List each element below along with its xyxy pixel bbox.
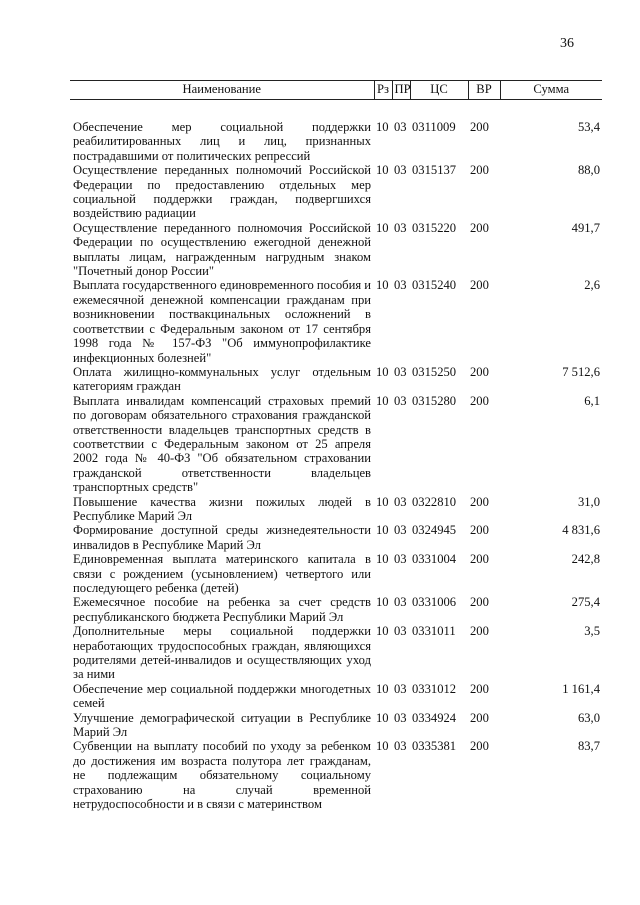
header-name: Наименование xyxy=(70,81,374,100)
row-vr: 200 xyxy=(470,163,489,178)
row-pr: 03 xyxy=(394,624,407,639)
row-rz: 10 xyxy=(376,552,389,567)
header-pr: ПР xyxy=(392,81,410,100)
row-name: Формирование доступной среды жизнедеятельности инвалидов в Республике Марий Эл xyxy=(73,523,371,552)
row-cs: 0331004 xyxy=(412,552,457,567)
row-vr: 200 xyxy=(470,220,489,235)
row-cs: 0324945 xyxy=(412,523,457,538)
row-vr: 200 xyxy=(470,624,489,639)
row-rz: 10 xyxy=(376,120,389,134)
table-header xyxy=(70,81,602,100)
row-pr: 03 xyxy=(394,739,407,754)
row-sum: 4 831,6 xyxy=(562,523,600,538)
row-name: Дополнительные меры социальной поддержки неработающих трудоспособных граждан, являющихся родителями детей-инвалидов и осуществляющих уход за ними xyxy=(73,624,371,682)
row-rz: 10 xyxy=(376,278,389,293)
table-row xyxy=(70,739,602,811)
row-name: Выплата инвалидам компенсаций страховых премий по договорам обязательного страхования гражданской ответственности владельцев транспортных средств в соответствии с Федеральным законом от 25 апреля 2002 года № 40-ФЗ "Об обязательном страховании гражданской ответственности владельцев транспортных средств" xyxy=(73,393,371,495)
budget-table xyxy=(70,80,602,812)
row-rz: 10 xyxy=(376,739,389,754)
row-rz: 10 xyxy=(376,494,389,509)
table-body xyxy=(70,100,602,812)
table-row xyxy=(70,595,602,624)
row-cs: 0331006 xyxy=(412,595,457,610)
row-sum: 242,8 xyxy=(571,552,600,567)
row-sum: 1 161,4 xyxy=(562,681,600,696)
row-cs: 0331012 xyxy=(412,681,457,696)
row-cs: 0335381 xyxy=(412,739,457,754)
row-sum: 7 512,6 xyxy=(562,364,600,379)
table-row xyxy=(70,278,602,364)
row-pr: 03 xyxy=(394,710,407,725)
table-row xyxy=(70,221,602,279)
row-cs: 0322810 xyxy=(412,494,457,509)
row-pr: 03 xyxy=(394,681,407,696)
row-sum: 491,7 xyxy=(571,220,600,235)
row-pr: 03 xyxy=(394,523,407,538)
header-rz: Рз xyxy=(374,81,392,100)
row-cs: 0315250 xyxy=(412,364,457,379)
row-rz: 10 xyxy=(376,220,389,235)
row-vr: 200 xyxy=(470,364,489,379)
table-row xyxy=(70,163,602,221)
row-cs: 0311009 xyxy=(412,120,456,134)
row-vr: 200 xyxy=(470,710,489,725)
row-name: Осуществление переданных полномочий Российской Федерации по предоставлению отдельных мер социальной поддержки граждан, подвергшихся воздействию радиации xyxy=(73,163,371,221)
row-vr: 200 xyxy=(470,681,489,696)
table-row xyxy=(70,624,602,682)
row-rz: 10 xyxy=(376,364,389,379)
row-name: Выплата государственного единовременного пособия и ежемесячной денежной компенсации гражданам при возникновении поствакцинальных осложнений в соответствии с Федеральным законом от 17 сентября 1998 года № 157-ФЗ "Об иммунопрофилактике инфекционных болезней" xyxy=(73,278,371,365)
row-name: Субвенции на выплату пособий по уходу за ребенком до достижения им возраста полутора лет гражданам, не подлежащим обязательному социальному страхованию на случай временной нетрудоспособности и в связи с материнством xyxy=(73,739,371,812)
row-rz: 10 xyxy=(376,624,389,639)
row-cs: 0331011 xyxy=(412,624,456,639)
table-row xyxy=(70,365,602,394)
row-vr: 200 xyxy=(470,523,489,538)
row-pr: 03 xyxy=(394,595,407,610)
page-number: 36 xyxy=(560,36,574,51)
row-pr: 03 xyxy=(394,220,407,235)
table-row xyxy=(70,394,602,495)
row-vr: 200 xyxy=(470,278,489,293)
row-pr: 03 xyxy=(394,278,407,293)
row-sum: 83,7 xyxy=(577,739,600,754)
row-pr: 03 xyxy=(394,552,407,567)
header-vr: ВР xyxy=(468,81,500,100)
row-pr: 03 xyxy=(394,120,407,134)
row-name: Оплата жилищно-коммунальных услуг отдельным категориям граждан xyxy=(73,364,371,394)
row-vr: 200 xyxy=(470,393,489,408)
row-rz: 10 xyxy=(376,393,389,408)
row-vr: 200 xyxy=(470,120,489,134)
row-cs: 0315137 xyxy=(412,163,457,178)
header-sum: Сумма xyxy=(500,81,602,100)
row-cs: 0334924 xyxy=(412,710,457,725)
row-sum: 3,5 xyxy=(584,624,600,639)
row-name: Обеспечение мер социальной поддержки реабилитированных лиц и лиц, признанных пострадавшими от политических репрессий xyxy=(73,120,371,163)
row-rz: 10 xyxy=(376,681,389,696)
row-pr: 03 xyxy=(394,393,407,408)
row-rz: 10 xyxy=(376,595,389,610)
row-vr: 200 xyxy=(470,552,489,567)
row-sum: 6,1 xyxy=(584,393,600,408)
table-row xyxy=(70,100,602,164)
table-row xyxy=(70,682,602,711)
row-rz: 10 xyxy=(376,163,389,178)
row-name: Обеспечение мер социальной поддержки многодетных семей xyxy=(73,681,371,711)
row-vr: 200 xyxy=(470,494,489,509)
row-sum: 53,4 xyxy=(577,120,600,134)
row-name: Улучшение демографической ситуации в Республике Марий Эл xyxy=(73,710,371,740)
row-name: Осуществление переданного полномочия Российской Федерации по осуществлению ежегодной денежной выплаты лицам, награжденным нагрудным знаком "Почетный донор России" xyxy=(73,220,371,279)
row-sum: 88,0 xyxy=(577,163,600,178)
row-rz: 10 xyxy=(376,523,389,538)
row-pr: 03 xyxy=(394,163,407,178)
row-sum: 2,6 xyxy=(584,278,600,293)
row-cs: 0315280 xyxy=(412,393,457,408)
row-name: Повышение качества жизни пожилых людей в Республике Марий Эл xyxy=(73,494,371,523)
row-vr: 200 xyxy=(470,595,489,610)
row-sum: 31,0 xyxy=(577,494,600,509)
row-name: Ежемесячное пособие на ребенка за счет средств республиканского бюджета Республики Марий Эл xyxy=(73,595,371,624)
row-rz: 10 xyxy=(376,710,389,725)
row-name: Единовременная выплата материнского капитала в связи с рождением (усыновлением) четвертого или последующего ребенка (детей) xyxy=(73,552,371,595)
row-pr: 03 xyxy=(394,494,407,509)
table-row xyxy=(70,552,602,595)
header-cs: ЦС xyxy=(410,81,468,100)
row-sum: 275,4 xyxy=(571,595,600,610)
table-row xyxy=(70,523,602,552)
row-cs: 0315220 xyxy=(412,220,457,235)
table-row xyxy=(70,711,602,740)
table-row xyxy=(70,495,602,524)
row-vr: 200 xyxy=(470,739,489,754)
row-sum: 63,0 xyxy=(577,710,600,725)
row-pr: 03 xyxy=(394,364,407,379)
row-cs: 0315240 xyxy=(412,278,457,293)
